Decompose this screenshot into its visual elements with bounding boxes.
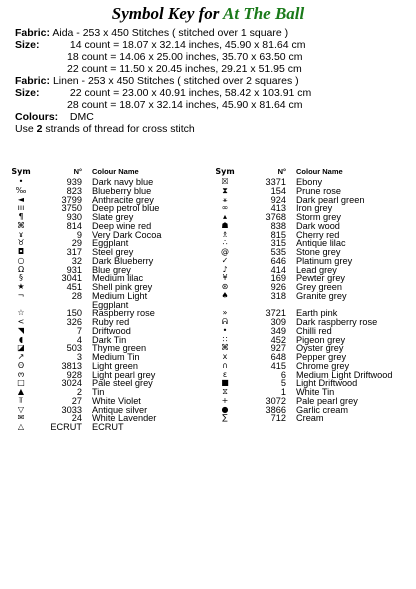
stitch-symbol-icon: ‰	[15, 185, 27, 195]
size-aida-value-2: 18 count = 14.06 x 25.00 inches, 35.70 x 63.50 cm	[67, 51, 303, 63]
colour-name: Pewter grey	[296, 273, 346, 284]
size-linen-line-2	[15, 99, 303, 111]
colour-name: Thyme green	[92, 343, 147, 354]
stitch-symbol-icon: ◘	[17, 247, 25, 256]
dmc-number: 3	[76, 352, 82, 362]
size-aida-line-2	[15, 51, 303, 63]
symbol-table-right	[212, 168, 412, 423]
colour-name: Eggplant	[92, 238, 129, 249]
fabric-aida-line	[15, 27, 288, 39]
stitch-symbol-icon: ♗	[221, 229, 229, 239]
colour-name: Dark navy blue	[92, 177, 154, 187]
colour-name: Earth pink	[296, 308, 338, 319]
dmc-number: 928	[66, 369, 82, 380]
colour-name: Grey green	[296, 282, 342, 292]
colour-name: Oyster grey	[296, 343, 344, 354]
dmc-number: 29	[71, 238, 82, 249]
colour-name: Medium Light Driftwood	[296, 369, 393, 380]
stitch-symbol-icon: ↗	[17, 352, 25, 361]
stitch-symbol-icon: @	[221, 247, 229, 256]
colour-name: Very Dark Cocoa	[92, 229, 162, 240]
dmc-number: 815	[270, 229, 286, 240]
dmc-number: 317	[66, 247, 82, 257]
dmc-number: 3866	[265, 404, 286, 415]
table-row	[212, 292, 412, 301]
dmc-number: 927	[270, 343, 286, 354]
dmc-number: 924	[270, 194, 286, 205]
dmc-number: 3072	[265, 395, 286, 406]
stitch-symbol-icon: ⌘	[221, 343, 229, 353]
stitch-symbol-icon: □	[17, 378, 25, 388]
fabric-linen-line	[15, 75, 299, 87]
colour-name: Dark pearl green	[296, 194, 365, 205]
colour-name: White Violet	[92, 395, 141, 406]
stitch-symbol-icon: ♪	[222, 264, 228, 274]
strands-count: 2	[36, 123, 43, 135]
colour-name: Platinum grey	[296, 255, 353, 266]
stitch-symbol-icon: ⧗	[222, 185, 228, 195]
dmc-number: 3371	[265, 177, 286, 187]
dmc-number: 3813	[61, 360, 82, 371]
stitch-symbol-icon: ʘ	[17, 360, 25, 370]
colour-name: Light Driftwood	[296, 378, 358, 389]
title-accent: At The Ball	[223, 4, 305, 23]
table-row	[8, 290, 208, 310]
stitch-symbol-icon: ∩	[222, 360, 228, 370]
dmc-number: 939	[66, 177, 82, 187]
size-linen-value-1: 22 count = 23.00 x 40.91 inches, 58.42 x 103.91 cm	[69, 87, 312, 99]
colour-name: White Tin	[296, 387, 335, 397]
size-label: Size:	[15, 87, 40, 99]
colour-name: Ebony	[296, 177, 323, 187]
dmc-number: 926	[270, 282, 286, 292]
num-header: N°	[277, 167, 286, 176]
colour-name: Medium lilac	[92, 273, 144, 284]
fabric-aida-text: Aida - 253 x 450 Stitches ( stitched over 1 square )	[52, 27, 289, 39]
name-header: Colour Name	[92, 167, 139, 176]
dmc-number: 415	[270, 360, 286, 371]
dmc-number: 823	[66, 185, 82, 196]
colour-name: Blueberry blue	[92, 185, 152, 196]
name-header: Colour Name	[296, 167, 343, 176]
dmc-number: 452	[270, 334, 286, 345]
stitch-symbol-icon: ■	[221, 378, 229, 388]
stitch-symbol-icon: ◄	[17, 194, 25, 204]
title-main: Symbol Key for	[111, 4, 220, 23]
colour-name: Shell pink grey	[92, 282, 153, 292]
colour-name: Dark raspberry rose	[296, 317, 378, 327]
size-label: Size:	[15, 39, 40, 51]
colour-name: Tin	[92, 387, 105, 397]
dmc-number: 315	[270, 238, 286, 249]
dmc-number: 3024	[61, 378, 82, 389]
stitch-symbol-icon: +	[221, 395, 229, 405]
dmc-number: 28	[71, 290, 82, 301]
stitch-symbol-icon: ◥	[17, 325, 25, 335]
dmc-number: 3033	[61, 404, 82, 415]
colour-name: Driftwood	[92, 325, 131, 336]
stitch-symbol-icon: ııı	[17, 203, 25, 213]
dmc-number: 931	[66, 264, 82, 275]
sym-header: Sym	[215, 167, 235, 176]
colour-name: Iron grey	[296, 203, 333, 214]
colour-name: Storm grey	[296, 212, 341, 222]
stitch-symbol-icon: •	[18, 177, 24, 186]
dmc-number: 3768	[265, 212, 286, 222]
colour-name: Pale steel grey	[92, 378, 153, 389]
dmc-number: 154	[270, 185, 286, 196]
colour-name: Stone grey	[296, 247, 341, 257]
stitch-symbol-icon: ⌘	[17, 220, 25, 230]
table-row	[8, 423, 208, 432]
stitch-symbol-icon: ▽	[17, 404, 25, 414]
dmc-number: 712	[270, 413, 286, 424]
dmc-number: 535	[270, 247, 286, 257]
stitch-symbol-icon: ¶	[18, 212, 24, 221]
dmc-number: 169	[270, 273, 286, 284]
dmc-number: 814	[66, 220, 82, 231]
stitch-symbol-icon: ◖	[18, 334, 24, 344]
num-header: N°	[73, 167, 82, 176]
dmc-number: ECRUT	[50, 422, 82, 432]
dmc-number: 349	[270, 325, 286, 336]
colours-value: DMC	[69, 111, 94, 123]
colours-line	[15, 111, 94, 123]
stitch-symbol-icon: ¥	[222, 273, 228, 283]
dmc-number: 7	[76, 325, 82, 336]
dmc-number: 150	[66, 308, 82, 319]
colour-name: Antique silver	[92, 404, 148, 415]
stitch-symbol-icon: ɛ	[222, 369, 228, 379]
colour-name: ECRUT	[92, 422, 124, 432]
stitch-symbol-icon: §	[19, 273, 23, 283]
dmc-number: 5	[280, 378, 286, 389]
dmc-number: 4	[76, 334, 82, 345]
colour-name: Prune rose	[296, 185, 341, 196]
dmc-number: 3750	[61, 203, 82, 214]
fabric-label: Fabric:	[15, 75, 51, 87]
dmc-number: 1	[280, 387, 286, 397]
colour-name: Deep petrol blue	[92, 203, 160, 214]
dmc-number: 414	[270, 264, 286, 275]
stitch-symbol-icon: ∞	[221, 203, 229, 213]
colour-name: Lead grey	[296, 264, 337, 275]
fabric-label: Fabric:	[15, 27, 51, 39]
stitch-symbol-icon: ▲	[17, 387, 25, 396]
size-aida-value-1: 14 count = 18.07 x 32.14 inches, 45.90 x 81.64 cm	[69, 39, 306, 51]
colour-name: Light green	[92, 360, 138, 371]
colour-name: Medium Tin	[92, 352, 140, 362]
dmc-number: 32	[71, 255, 82, 266]
stitch-symbol-icon: △	[17, 422, 25, 431]
stitch-symbol-icon: ○	[17, 255, 25, 265]
dmc-number: 3721	[265, 308, 286, 319]
colour-name: Granite grey	[296, 290, 347, 301]
stitch-symbol-icon: ☗	[221, 220, 229, 230]
stitch-symbol-icon: ⫪	[18, 395, 24, 405]
stitch-symbol-icon: ⧖	[222, 387, 228, 396]
colour-name: Chilli red	[296, 325, 332, 336]
stitch-symbol-icon: ☒	[221, 177, 229, 186]
stitch-symbol-icon: ◪	[17, 343, 25, 353]
colour-name: White Lavender	[92, 413, 157, 424]
stitch-symbol-icon: <	[17, 317, 25, 326]
colour-name: Dark Tin	[92, 334, 127, 345]
stitch-symbol-icon: Ω	[17, 264, 25, 274]
stitch-symbol-icon: ∷	[222, 334, 228, 344]
stitch-symbol-icon: ⊛	[221, 282, 229, 291]
dmc-number: 318	[270, 290, 286, 301]
dmc-number: 6	[280, 369, 286, 380]
colour-name-continued: Eggplant	[92, 299, 129, 310]
colour-name: Light pearl grey	[92, 369, 156, 380]
stitch-symbol-icon: ო	[17, 369, 25, 379]
stitch-symbol-icon: ∑	[222, 413, 228, 423]
dmc-number: 27	[71, 395, 82, 406]
colour-name: Cream	[296, 413, 324, 424]
colour-name: Medium Light	[92, 290, 148, 301]
stitch-symbol-icon: ɤ	[18, 229, 24, 239]
colour-name: Raspberry rose	[92, 308, 155, 319]
stitch-symbol-icon: ✓	[221, 255, 229, 265]
colour-name: Cherry red	[296, 229, 340, 240]
dmc-number: 503	[66, 343, 82, 354]
stitch-symbol-icon: ♠	[221, 290, 229, 300]
table-row	[212, 414, 412, 423]
size-aida-line-1	[15, 39, 305, 51]
sym-header: Sym	[11, 167, 31, 176]
table-row	[8, 379, 208, 388]
colour-name: Pepper grey	[296, 352, 347, 362]
stitch-symbol-icon: ☆	[17, 308, 25, 318]
colour-name: Garlic cream	[296, 404, 349, 415]
size-aida-line-3	[15, 63, 302, 75]
colour-name: Pigeon grey	[296, 334, 346, 345]
stitch-symbol-icon: ᕱ	[222, 317, 228, 326]
size-linen-line-1	[15, 87, 311, 99]
stitch-symbol-icon: ▴	[222, 212, 227, 221]
colour-name: Dark Blueberry	[92, 255, 154, 266]
stitch-symbol-icon: »	[222, 308, 228, 318]
strands-line: Use 2 strands of thread for cross stitch	[15, 123, 195, 135]
dmc-number: 646	[270, 255, 286, 266]
stitch-symbol-icon: ●	[221, 404, 229, 414]
colour-name: Slate grey	[92, 212, 134, 222]
colour-name: Deep wine red	[92, 220, 152, 231]
dmc-number: 838	[270, 220, 286, 231]
stitch-symbol-icon: ⚹	[222, 194, 228, 204]
dmc-number: 309	[270, 317, 286, 327]
stitch-symbol-icon: ∴	[222, 238, 228, 248]
dmc-number: 930	[66, 212, 82, 222]
stitch-symbol-icon: •	[222, 325, 228, 335]
dmc-number: 9	[76, 229, 82, 240]
colour-name: Pale pearl grey	[296, 395, 358, 406]
colour-name: Dark wood	[296, 220, 340, 231]
dmc-number: 24	[71, 413, 82, 424]
dmc-number: 3799	[61, 194, 82, 205]
symbol-table-left	[8, 168, 208, 432]
colour-name: Steel grey	[92, 247, 134, 257]
dmc-number: 2	[76, 387, 82, 397]
dmc-number: 648	[270, 352, 286, 362]
dmc-number: 451	[66, 282, 82, 292]
colour-name: Ruby red	[92, 317, 130, 327]
dmc-number: 413	[270, 203, 286, 214]
colour-name: Chrome grey	[296, 360, 350, 371]
stitch-symbol-icon: ♉	[17, 238, 25, 248]
colour-name: Blue grey	[92, 264, 131, 275]
dmc-number: 3041	[61, 273, 82, 284]
stitch-symbol-icon: x	[222, 352, 228, 361]
colours-label: Colours:	[15, 111, 59, 123]
page-title	[0, 4, 416, 24]
size-linen-value-2: 28 count = 18.07 x 32.14 inches, 45.90 x 81.64 cm	[67, 99, 303, 111]
colour-name: Antique lilac	[296, 238, 346, 249]
size-aida-value-3: 22 count = 11.50 x 20.45 inches, 29.21 x 51.95 cm	[67, 63, 302, 75]
colour-name: Anthracite grey	[92, 194, 154, 205]
dmc-number: 326	[66, 317, 82, 327]
stitch-symbol-icon: ✉	[17, 413, 25, 423]
fabric-linen-text: Linen - 253 x 450 Stitches ( stitched over 2 squares )	[52, 75, 299, 87]
stitch-symbol-icon: ★	[17, 282, 25, 291]
stitch-symbol-icon: ¬	[17, 290, 25, 300]
